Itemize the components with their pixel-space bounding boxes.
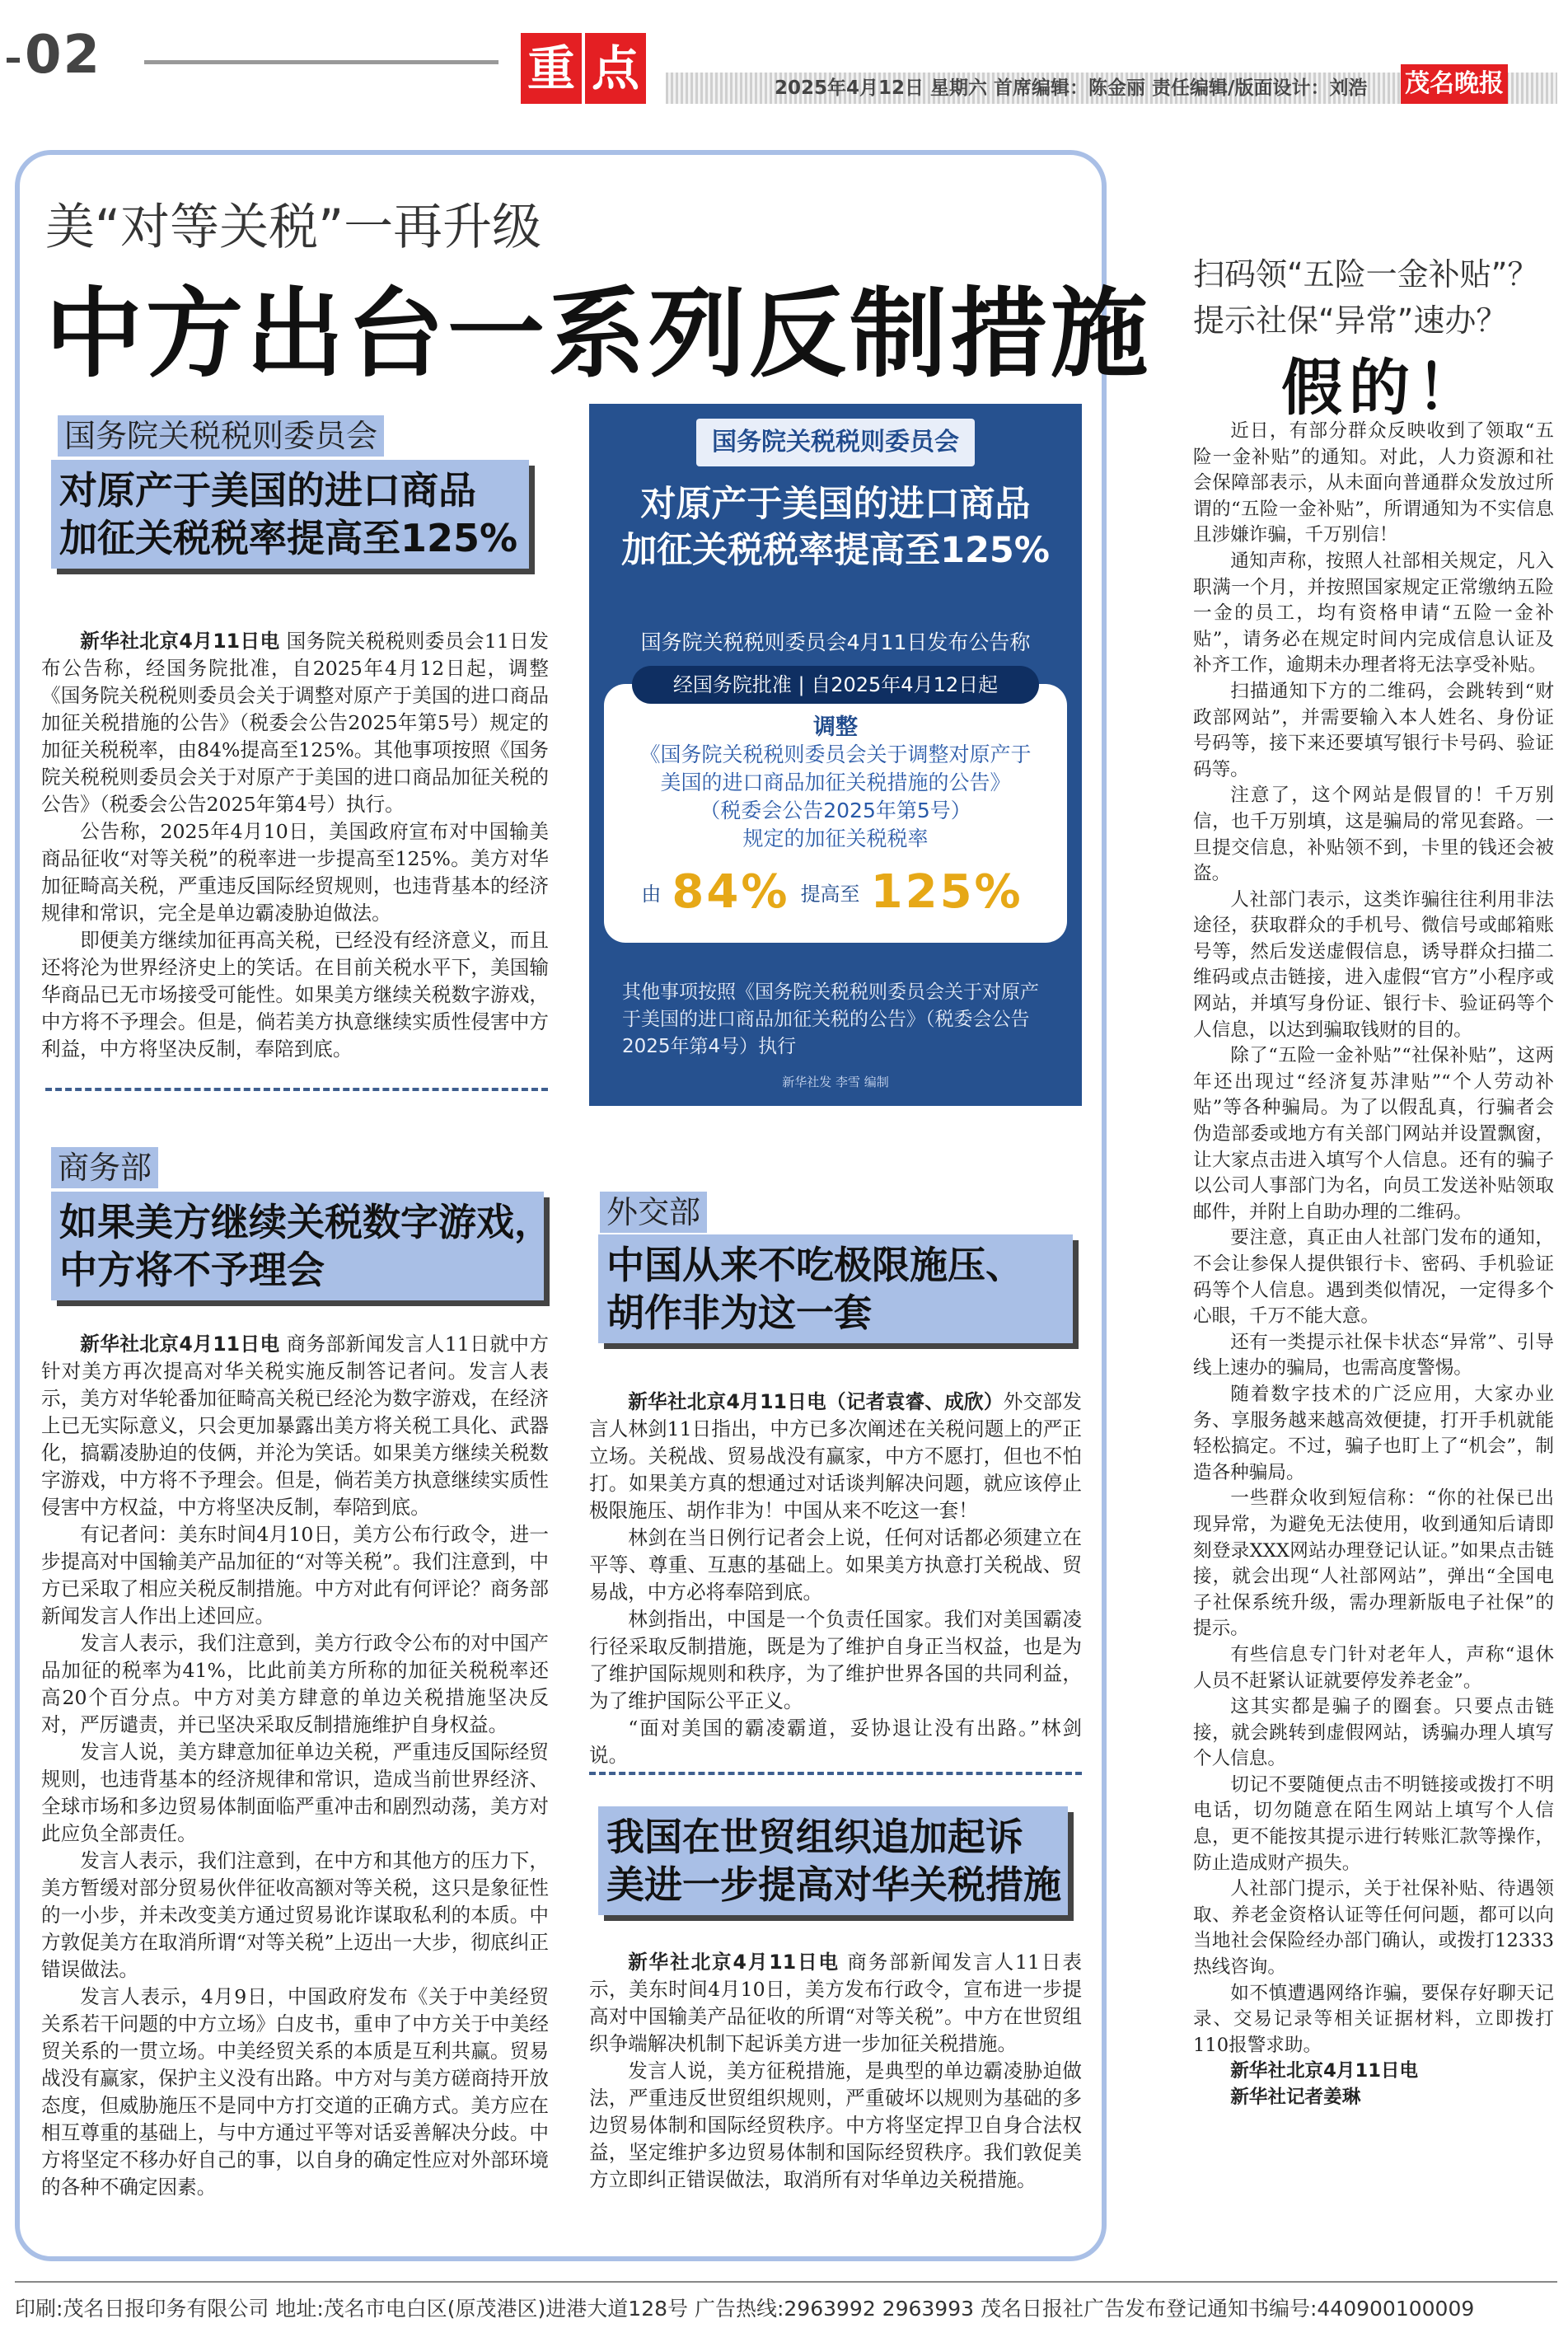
paragraph: 人社部门提示，关于社保补贴、待遇领取、养老金资格认证等任何问题，都可以向当地社会保险经办部门确认，或拨打12333热线咨询。	[1193, 1878, 1554, 1979]
dateline: 新华社北京4月11日电	[80, 1333, 280, 1356]
infographic-card	[604, 684, 1067, 943]
story2-body	[41, 1331, 549, 2201]
paragraph: 即便美方继续加征再高关税，已经没有经济意义，而且还将沦为世界经济史上的笑话。在目前关税水平下，美国输华商品已无市场接受可能性。如果美方继续关税数字游戏，中方将不予理会。但是，倘若美方执意继续实质性侵害中方利益，中方将坚决反制，奉陪到底。	[41, 929, 549, 1061]
story3-title-line: 中国从来不吃极限施压、	[606, 1243, 1023, 1287]
paragraph: 这其实都是骗子的圈套。只要点击链接，就会跳转到虚假网站，诱骗办理人填写个人信息。	[1193, 1696, 1554, 1770]
sidebar-kicker-line: 提示社保“异常”速办？	[1193, 302, 1508, 339]
footer-rule	[15, 2281, 1557, 2283]
paragraph: 有些信息专门针对老年人，声称“退休人员不赶紧认证就要停发养老金”。	[1193, 1643, 1554, 1692]
story4-title	[598, 1806, 1068, 1915]
paragraph: 除了“五险一金补贴”“社保补贴”，这两年还出现过“经济复苏津贴”“个人劳动补贴”等各种骗局。为了以假乱真，行骗者会伪造部委或地方有关部门网站并设置飘窗，让大家点击进入填写个人信息。还有的骗子以公司人事部门为名，向员工发送补贴领取邮件，并附上自助办理的二维码。	[1193, 1045, 1554, 1223]
infographic-tab: 国务院关税税则委员会	[696, 419, 975, 466]
old-rate: 84%	[672, 865, 790, 919]
section-char: 点	[585, 33, 646, 104]
paragraph: 发言人说，美方肆意加征单边关税，严重违反国际经贸规则，也违背基本的经济规律和常识，造成当前世界经济、全球市场和多边贸易体制面临严重冲击和剧烈动荡，美方对此应负全部责任。	[41, 1740, 549, 1845]
story1-title	[51, 460, 529, 569]
story4-title-line: 我国在世贸组织追加起诉	[606, 1815, 1023, 1859]
paragraph: 公告称，2025年4月10日，美国政府宣布对中国输美商品征收“对等关税”的税率进一步提高至125%。美方对华加征畸高关税，严重违反国际经贸规则，也违背基本的经济规律和常识，完全是单边霸凌胁迫做法。	[41, 820, 549, 925]
paragraph: 新华社北京4月11日电 商务部新闻发言人11日表示，美东时间4月10日，美方发布行政令，宣布进一步提高对中国输美产品征收的所谓“对等关税”。中方在世贸组织争端解决机制下起诉美方进一步加征关税措施。	[589, 1951, 1082, 2055]
story3-title	[598, 1234, 1073, 1343]
story2-title	[51, 1192, 552, 1300]
story2-title-line: 中方将不予理会	[59, 1248, 325, 1292]
story1-body	[41, 628, 549, 1063]
paragraph: 扫描通知下方的二维码，会跳转到“财政部网站”，并需要输入本人姓名、身份证号码等，接下来还要填写银行卡号码、验证码等。	[1193, 680, 1554, 780]
new-rate: 125%	[870, 865, 1023, 919]
paragraph: 发言人表示，我们注意到，在中方和其他方的压力下，美方暂缓对部分贸易伙伴征收高额对等关税，这只是象征性的一小步，并未改变美方通过贸易讹诈谋取私利的本质。中方敦促美方在取消所谓“对等关税”上迈出一大步，彻底纠正错误做法。	[41, 1849, 549, 1981]
header-info: 2025年4月12日 星期六 首席编辑：陈金丽 责任编辑/版面设计：刘浩	[775, 77, 1368, 99]
story1-title-line: 对原产于美国的进口商品	[59, 468, 476, 513]
story4-title-line: 美进一步提高对华关税措施	[606, 1862, 1061, 1907]
sidebar-body	[1193, 419, 1554, 2111]
story4-body	[589, 1949, 1082, 2194]
card-body: 《国务院关税税则委员会关于调整对原产于 美国的进口商品加征关税措施的公告》 （税委会公告2025年第5号） 规定的加征关税税率	[639, 742, 1032, 850]
infographic-note: 其他事项按照《国务院关税税则委员会关于对原产于美国的进口商品加征关税的公告》（税委会公告2025年第4号）执行	[622, 981, 1039, 1057]
dateline: 新华社北京4月11日电（记者袁睿、成欣）	[628, 1390, 1004, 1413]
paragraph: 新华社北京4月11日电（记者袁睿、成欣）外交部发言人林剑11日指出，中方已多次阐述在关税问题上的严正立场。关税战、贸易战没有赢家，中方不愿打，但也不怕打。如果美方真的想通过对话谈判解决问题，就应该停止极限施压、胡作非为！中国从来不吃这一套！	[589, 1390, 1083, 1522]
paragraph: 人社部门表示，这类诈骗往往利用非法途径，获取群众的手机号、微信号或邮箱账号等，然后发送虚假信息，诱导群众扫描二维码或点击链接，进入虚假“官方”小程序或网站，并填写身份证、银行卡、验证码等个人信息，以达到骗取钱财的目的。	[1193, 888, 1554, 1041]
paragraph: “面对美国的霸凌霸道，妥协退让没有出路。”林剑说。	[589, 1717, 1082, 1767]
story3-title-line: 胡作非为这一套	[606, 1290, 872, 1335]
paragraph: 切记不要随便点击不明链接或拨打不明电话，切勿随意在陌生网站上填写个人信息，更不能按其提示进行转账汇款等操作，防止造成财产损失。	[1193, 1773, 1554, 1874]
paragraph: 新华社北京4月11日电 国务院关税税则委员会11日发布公告称，经国务院批准，自2025年4月12日起，调整《国务院关税税则委员会关于调整对原产于美国的进口商品加征关税措施的公告》（税委会公告2025年第5号）规定的加征关税税率，由84%提高至125%。其他事项按照《国务院关税税则委员会关于对原产于美国的进口商品加征关税的公告》（税委会公告2025年第4号）执行。	[41, 630, 550, 816]
lead-kicker: 美“对等关税”一再升级	[45, 199, 542, 256]
approval-pill: 经国务院批准 | 自2025年4月12日起	[632, 666, 1039, 704]
footer-imprint: 印刷:茂名日报印务有限公司 地址:茂名市电白区(原茂港区)进港大道128号 广告热线:2963992 2963993 茂名日报社广告发布登记通知书编号:440900100009	[15, 2297, 1475, 2321]
sidebar-kicker-line: 扫码领“五险一金补贴”？	[1193, 256, 1539, 293]
to-label: 提高至	[800, 883, 860, 906]
story1-label: 国务院关税税则委员会	[58, 415, 384, 457]
story3-label: 外交部	[600, 1192, 707, 1233]
paragraph: 林剑指出，中国是一个负责任国家。我们对美国霸凌行径采取反制措施，既是为了维护自身正当权益，也是为了维护国际规则和秩序，为了维护世界各国的共同利益，为了维护国际公平正义。	[589, 1608, 1082, 1712]
paragraph: 发言人表示，我们注意到，美方行政令公布的对中国产品加征的税率为41%，比此前美方所称的加征关税税率还高20个百分点。中方对美方肆意的单边关税措施坚决反对，严厉谴责，并已坚决采取反制措施维护自身权益。	[41, 1632, 549, 1736]
section-mark	[521, 33, 646, 104]
infographic-title: 对原产于美国的进口商品 加征关税税率提高至125%	[621, 484, 1050, 571]
infographic-credit: 新华社发 李雪 编制	[782, 1075, 889, 1089]
paragraph: 林剑在当日例行记者会上说，任何对话都必须建立在平等、尊重、互惠的基础上。如果美方执意打关税战、贸易战，中方必将奉陪到底。	[589, 1526, 1082, 1604]
paragraph: 一些群众收到短信称：“你的社保已出现异常，为避免无法使用，收到通知后请即刻登录XXX网站办理登记认证。”如果点击链接，就会出现“人社部网站”，弹出“全国电子社保系统升级，需办理新版电子社保”的提示。	[1193, 1487, 1554, 1640]
paragraph: 随着数字技术的广泛应用，大家办业务、享服务越来越高效便捷，打开手机就能轻松搞定。不过，骗子也盯上了“机会”，制造各种骗局。	[1193, 1383, 1554, 1483]
paragraph: 发言人表示，4月9日，中国政府发布《关于中美经贸关系若干问题的中方立场》白皮书，重申了中方关于中美经贸关系的一贯立场。中美经贸关系的本质是互利共赢。贸易战没有赢家，保护主义没有出路。中方对与美方磋商持开放态度，但威胁施压不是同中方打交道的正确方式。美方应在相互尊重的基础上，与中方通过平等对话妥善解决分歧。中方将坚定不移办好自己的事，以自身的确定性应对外部环境的各种不确定因素。	[41, 1985, 549, 2199]
paragraph: 还有一类提示社保卡状态“异常”、引导线上速办的骗局，也需高度警惕。	[1193, 1331, 1554, 1379]
paragraph: 如不慎遭遇网络诈骗，要保存好聊天记录、交易记录等相关证据材料，立即拨打110报警求助。	[1193, 1982, 1554, 2056]
page-number: 02	[25, 25, 102, 86]
from-label: 由	[641, 883, 662, 906]
rate-change	[604, 865, 1067, 919]
paragraph: 近日，有部分群众反映收到了领取“五险一金补贴”的通知。对此，人力资源和社会保障部表示，从未面向普通群众发放过所谓的“五险一金补贴”，所谓通知为不实信息且涉嫌诈骗，千万别信！	[1193, 420, 1554, 546]
story2-label: 商务部	[51, 1147, 158, 1188]
masthead-logo: 茂名晚报	[1401, 64, 1508, 104]
divider	[45, 1088, 548, 1091]
header-rule	[144, 60, 498, 64]
dateline: 新华社北京4月11日电	[80, 630, 280, 653]
divider	[589, 1772, 1082, 1775]
paragraph: 通知声称，按照人社部相关规定，凡入职满一个月，并按照国家规定正常缴纳五险一金的员工，均有资格申请“五险一金补贴”，请务必在规定时间内完成信息认证及补齐工作，逾期未办理者将无法享受补贴。	[1193, 550, 1554, 677]
lead-headline: 中方出台一系列反制措施	[45, 277, 1152, 391]
sidebar-headline: 假的！	[1281, 353, 1484, 424]
infographic-subtitle: 国务院关税税则委员会4月11日发布公告称	[640, 630, 1031, 654]
signature: 新华社记者姜琳	[1230, 2087, 1361, 2108]
paragraph: 有记者问：美东时间4月10日，美方公布行政令，进一步提高对中国输美产品加征的“对等关税”。我们注意到，中方已采取了相应关税反制措施。中方对此有何评论？商务部新闻发言人作出上述回应。	[41, 1523, 549, 1628]
story2-title-line: 如果美方继续关税数字游戏，	[59, 1200, 552, 1244]
card-heading: 调整	[813, 714, 858, 740]
paragraph: 新华社北京4月11日电 商务部新闻发言人11日就中方针对美方再次提高对华关税实施反制答记者问。发言人表示，美方对华轮番加征畸高关税已经沦为数字游戏，在经济上已无实际意义，只会更加暴露出美方将关税工具化、武器化，搞霸凌胁迫的伎俩，并沦为笑话。如果美方继续关税数字游戏，中方将不予理会。但是，倘若美方执意继续实质性侵害中方权益，中方将坚决反制，奉陪到底。	[41, 1333, 550, 1519]
tariff-infographic	[589, 404, 1082, 1106]
paragraph: 要注意，真正由人社部门发布的通知，不会让参保人提供银行卡、密码、手机验证码等个人信息。遇到类似情况，一定得多个心眼，千万不能大意。	[1193, 1227, 1554, 1328]
section-char: 重	[521, 33, 582, 104]
story3-body	[589, 1389, 1082, 1769]
story1-title-line: 加征关税税率提高至125%	[59, 516, 518, 560]
signature: 新华社北京4月11日电	[1230, 2060, 1419, 2082]
paragraph: 发言人说，美方征税措施，是典型的单边霸凌胁迫做法，严重违反世贸组织规则，严重破坏以规则为基础的多边贸易体制和国际经贸秩序。中方将坚定捍卫自身合法权益，坚定维护多边贸易体制和国际经贸秩序。我们敦促美方立即纠正错误做法，取消所有对华单边关税措施。	[589, 2059, 1082, 2191]
dateline: 新华社北京4月11日电	[628, 1951, 840, 1974]
paragraph: 注意了，这个网站是假冒的！千万别信，也千万别填，这是骗局的常见套路。一旦提交信息，补贴领不到，卡里的钱还会被盗。	[1193, 785, 1554, 885]
